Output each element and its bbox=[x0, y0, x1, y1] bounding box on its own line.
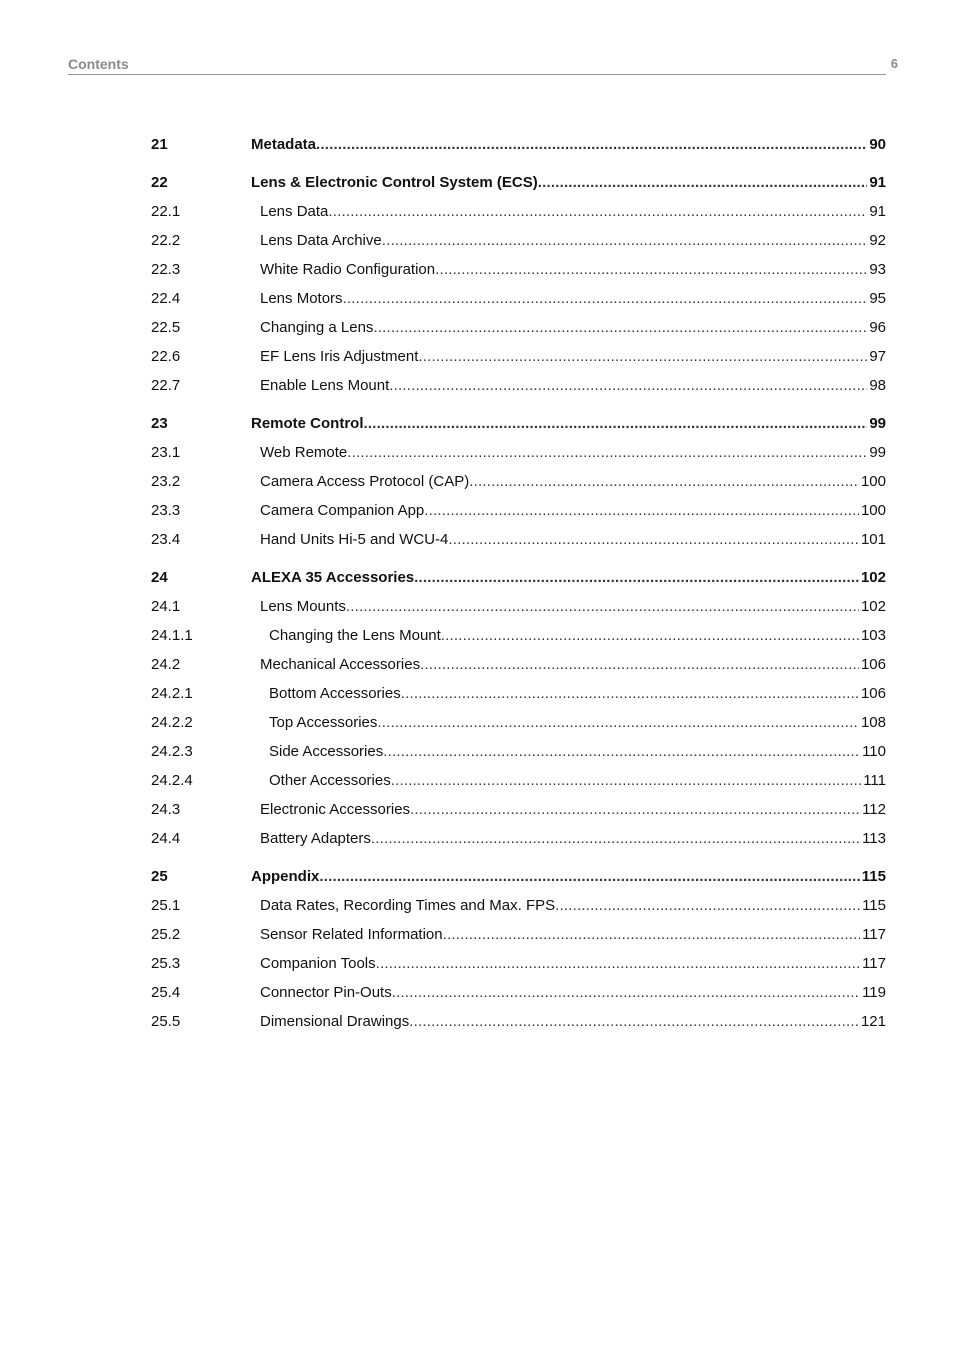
dot-leader bbox=[392, 978, 860, 1007]
toc-entry-page: 119 bbox=[862, 984, 886, 1001]
toc-entry-page: 98 bbox=[869, 377, 886, 394]
toc-entry-page: 99 bbox=[869, 444, 886, 461]
table-of-contents bbox=[151, 130, 886, 1036]
dot-leader bbox=[410, 795, 860, 824]
toc-entry-title: Lens Mounts bbox=[260, 598, 346, 615]
toc-entry[interactable] bbox=[151, 226, 886, 255]
toc-entry-link[interactable] bbox=[260, 650, 886, 679]
toc-entry-link[interactable] bbox=[251, 168, 886, 197]
dot-leader bbox=[391, 766, 861, 795]
dot-leader bbox=[373, 313, 867, 342]
toc-entry-title: Data Rates, Recording Times and Max. FPS bbox=[260, 897, 556, 914]
toc-entry-link[interactable] bbox=[260, 824, 886, 853]
toc-entry-number: 24.3 bbox=[151, 801, 181, 818]
dot-leader bbox=[389, 371, 867, 400]
toc-entry-page: 93 bbox=[869, 261, 886, 278]
toc-entry-page: 103 bbox=[860, 627, 886, 644]
toc-entry-page: 121 bbox=[860, 1013, 886, 1030]
dot-leader bbox=[343, 284, 868, 313]
toc-entry-number: 24.1 bbox=[151, 598, 181, 615]
toc-entry-page: 97 bbox=[869, 348, 886, 365]
toc-entry-number: 25.4 bbox=[151, 984, 181, 1001]
toc-entry-link[interactable] bbox=[269, 679, 886, 708]
dot-leader bbox=[418, 342, 867, 371]
toc-entry-number: 23.3 bbox=[151, 502, 181, 519]
toc-entry-page: 91 bbox=[869, 174, 886, 191]
toc-entry-page: 100 bbox=[860, 502, 886, 519]
header-title: Contents bbox=[68, 56, 129, 72]
toc-entry[interactable] bbox=[151, 342, 886, 371]
dot-leader bbox=[435, 255, 867, 284]
toc-entry-title: EF Lens Iris Adjustment bbox=[260, 348, 419, 365]
toc-entry-link[interactable] bbox=[260, 371, 886, 400]
dot-leader bbox=[443, 920, 860, 949]
toc-entry-number: 25.2 bbox=[151, 926, 181, 943]
toc-entry-link[interactable] bbox=[269, 766, 886, 795]
toc-entry-page: 92 bbox=[869, 232, 886, 249]
toc-entry-number: 25.3 bbox=[151, 955, 181, 972]
toc-entry[interactable] bbox=[151, 371, 886, 400]
toc-entry-number: 25.1 bbox=[151, 897, 181, 914]
toc-entry-title: Connector Pin-Outs bbox=[260, 984, 392, 1001]
toc-entry-number: 23 bbox=[151, 415, 168, 432]
toc-entry[interactable] bbox=[151, 592, 886, 621]
toc-entry-title: Web Remote bbox=[260, 444, 348, 461]
dot-leader bbox=[371, 824, 860, 853]
toc-entry-page: 90 bbox=[869, 136, 886, 153]
dot-leader bbox=[376, 949, 860, 978]
toc-entry-title: Metadata bbox=[251, 136, 317, 153]
toc-entry[interactable] bbox=[151, 650, 886, 679]
toc-entry-link[interactable] bbox=[251, 563, 886, 592]
toc-entry-title: Changing the Lens Mount bbox=[269, 627, 441, 644]
header-page-number: 6 bbox=[890, 56, 898, 71]
dot-leader bbox=[377, 708, 859, 737]
toc-chapter-entry[interactable] bbox=[151, 409, 886, 438]
toc-entry-link[interactable] bbox=[260, 949, 886, 978]
toc-entry-page: 91 bbox=[869, 203, 886, 220]
toc-entry-link[interactable] bbox=[251, 409, 886, 438]
dot-leader bbox=[328, 197, 867, 226]
toc-entry-page: 99 bbox=[869, 415, 886, 432]
toc-entry-title: Electronic Accessories bbox=[260, 801, 411, 818]
dot-leader bbox=[414, 563, 859, 592]
toc-entry-number: 25 bbox=[151, 868, 168, 885]
toc-entry-number: 24.1.1 bbox=[151, 627, 193, 644]
toc-entry-number: 24.4 bbox=[151, 830, 181, 847]
toc-entry-number: 24.2.1 bbox=[151, 685, 193, 702]
toc-entry-title: Camera Companion App bbox=[260, 502, 425, 519]
toc-entry-number: 24 bbox=[151, 569, 168, 586]
dot-leader bbox=[382, 226, 868, 255]
toc-entry[interactable] bbox=[151, 766, 886, 795]
toc-entry[interactable] bbox=[151, 679, 886, 708]
toc-entry-number: 22.6 bbox=[151, 348, 181, 365]
toc-entry-title: Lens Data bbox=[260, 203, 329, 220]
dot-leader bbox=[448, 525, 859, 554]
toc-entry-link[interactable] bbox=[260, 313, 886, 342]
toc-entry-page: 117 bbox=[862, 955, 886, 972]
toc-entry-link[interactable] bbox=[260, 525, 886, 554]
toc-entry-title: Lens & Electronic Control System (ECS) bbox=[251, 174, 538, 191]
toc-entry-number: 22.4 bbox=[151, 290, 181, 307]
dot-leader bbox=[316, 130, 867, 159]
toc-entry[interactable] bbox=[151, 920, 886, 949]
toc-entry-title: Battery Adapters bbox=[260, 830, 371, 847]
toc-entry-title: Changing a Lens bbox=[260, 319, 374, 336]
toc-entry-link[interactable] bbox=[260, 920, 886, 949]
toc-entry-title: Bottom Accessories bbox=[269, 685, 401, 702]
toc-entry[interactable] bbox=[151, 1007, 886, 1036]
toc-entry-title: Mechanical Accessories bbox=[260, 656, 421, 673]
toc-chapter-entry[interactable] bbox=[151, 130, 886, 159]
toc-entry-page: 102 bbox=[860, 569, 886, 586]
dot-leader bbox=[409, 1007, 859, 1036]
toc-entry[interactable] bbox=[151, 621, 886, 650]
dot-leader bbox=[555, 891, 860, 920]
toc-entry-link[interactable] bbox=[251, 862, 886, 891]
toc-entry-title: Hand Units Hi-5 and WCU-4 bbox=[260, 531, 449, 548]
toc-entry-title: Sensor Related Information bbox=[260, 926, 443, 943]
dot-leader bbox=[347, 438, 867, 467]
toc-entry[interactable] bbox=[151, 255, 886, 284]
toc-entry-link[interactable] bbox=[251, 130, 886, 159]
toc-entry[interactable] bbox=[151, 795, 886, 824]
toc-entry-link[interactable] bbox=[260, 255, 886, 284]
toc-entry-number: 22.2 bbox=[151, 232, 181, 249]
toc-entry-title: Enable Lens Mount bbox=[260, 377, 390, 394]
toc-entry-title: Dimensional Drawings bbox=[260, 1013, 410, 1030]
toc-entry[interactable] bbox=[151, 737, 886, 766]
toc-entry[interactable] bbox=[151, 284, 886, 313]
toc-entry-number: 24.2.2 bbox=[151, 714, 193, 731]
toc-entry-page: 95 bbox=[869, 290, 886, 307]
toc-entry-page: 96 bbox=[869, 319, 886, 336]
toc-entry-title: ALEXA 35 Accessories bbox=[251, 569, 415, 586]
toc-entry-number: 21 bbox=[151, 136, 168, 153]
toc-entry-number: 23.1 bbox=[151, 444, 181, 461]
toc-entry[interactable] bbox=[151, 467, 886, 496]
toc-entry-title: Other Accessories bbox=[269, 772, 391, 789]
toc-entry[interactable] bbox=[151, 891, 886, 920]
toc-entry-page: 101 bbox=[860, 531, 886, 548]
dot-leader bbox=[441, 621, 859, 650]
toc-chapter-entry[interactable] bbox=[151, 563, 886, 592]
toc-entry-page: 115 bbox=[861, 868, 886, 885]
toc-entry[interactable] bbox=[151, 313, 886, 342]
toc-entry-page: 117 bbox=[862, 926, 886, 943]
toc-entry-title: Lens Data Archive bbox=[260, 232, 382, 249]
toc-entry[interactable] bbox=[151, 438, 886, 467]
toc-entry-page: 110 bbox=[862, 743, 886, 760]
toc-entry-number: 22.1 bbox=[151, 203, 181, 220]
dot-leader bbox=[424, 496, 859, 525]
dot-leader bbox=[469, 467, 859, 496]
toc-entry-link[interactable] bbox=[260, 592, 886, 621]
toc-entry[interactable] bbox=[151, 978, 886, 1007]
toc-entry-number: 25.5 bbox=[151, 1013, 181, 1030]
toc-entry-page: 115 bbox=[862, 897, 886, 914]
toc-entry[interactable] bbox=[151, 197, 886, 226]
toc-entry-page: 112 bbox=[862, 801, 886, 818]
toc-entry-link[interactable] bbox=[260, 795, 886, 824]
toc-entry-link[interactable] bbox=[260, 978, 886, 1007]
toc-entry-page: 106 bbox=[860, 685, 886, 702]
toc-entry-title: White Radio Configuration bbox=[260, 261, 436, 278]
dot-leader bbox=[383, 737, 860, 766]
toc-entry-link[interactable] bbox=[269, 621, 886, 650]
toc-entry[interactable] bbox=[151, 949, 886, 978]
toc-entry-title: Top Accessories bbox=[269, 714, 378, 731]
toc-entry[interactable] bbox=[151, 824, 886, 853]
toc-entry-page: 111 bbox=[863, 772, 886, 789]
toc-entry-link[interactable] bbox=[260, 342, 886, 371]
page-header bbox=[68, 56, 898, 75]
toc-entry-link[interactable] bbox=[260, 438, 886, 467]
toc-chapter-entry[interactable] bbox=[151, 862, 886, 891]
toc-entry-number: 24.2.3 bbox=[151, 743, 193, 760]
toc-entry-title: Remote Control bbox=[251, 415, 364, 432]
toc-entry-number: 22.3 bbox=[151, 261, 181, 278]
toc-entry-title: Side Accessories bbox=[269, 743, 384, 760]
toc-entry-page: 113 bbox=[862, 830, 886, 847]
toc-entry-number: 23.4 bbox=[151, 531, 181, 548]
toc-entry-title: Camera Access Protocol (CAP) bbox=[260, 473, 470, 490]
toc-entry-page: 108 bbox=[860, 714, 886, 731]
toc-chapter-entry[interactable] bbox=[151, 168, 886, 197]
toc-entry-link[interactable] bbox=[260, 284, 886, 313]
dot-leader bbox=[346, 592, 859, 621]
toc-entry-link[interactable] bbox=[260, 891, 886, 920]
toc-entry-link[interactable] bbox=[269, 708, 886, 737]
toc-entry-link[interactable] bbox=[260, 226, 886, 255]
dot-leader bbox=[538, 168, 868, 197]
toc-entry-link[interactable] bbox=[260, 197, 886, 226]
toc-entry-title: Companion Tools bbox=[260, 955, 376, 972]
toc-entry-number: 22 bbox=[151, 174, 168, 191]
toc-entry[interactable] bbox=[151, 525, 886, 554]
toc-entry-link[interactable] bbox=[260, 496, 886, 525]
toc-entry-number: 22.7 bbox=[151, 377, 181, 394]
toc-entry-link[interactable] bbox=[269, 737, 886, 766]
toc-entry-number: 23.2 bbox=[151, 473, 181, 490]
toc-entry[interactable] bbox=[151, 708, 886, 737]
toc-entry[interactable] bbox=[151, 496, 886, 525]
toc-entry-number: 24.2 bbox=[151, 656, 181, 673]
dot-leader bbox=[420, 650, 859, 679]
dot-leader bbox=[319, 862, 859, 891]
toc-entry-link[interactable] bbox=[260, 467, 886, 496]
toc-entry-number: 24.2.4 bbox=[151, 772, 193, 789]
dot-leader bbox=[401, 679, 859, 708]
dot-leader bbox=[364, 409, 868, 438]
toc-entry-number: 22.5 bbox=[151, 319, 181, 336]
toc-entry-page: 100 bbox=[860, 473, 886, 490]
toc-entry-title: Lens Motors bbox=[260, 290, 343, 307]
toc-entry-link[interactable] bbox=[260, 1007, 886, 1036]
toc-entry-page: 106 bbox=[860, 656, 886, 673]
toc-entry-title: Appendix bbox=[251, 868, 320, 885]
toc-entry-page: 102 bbox=[860, 598, 886, 615]
